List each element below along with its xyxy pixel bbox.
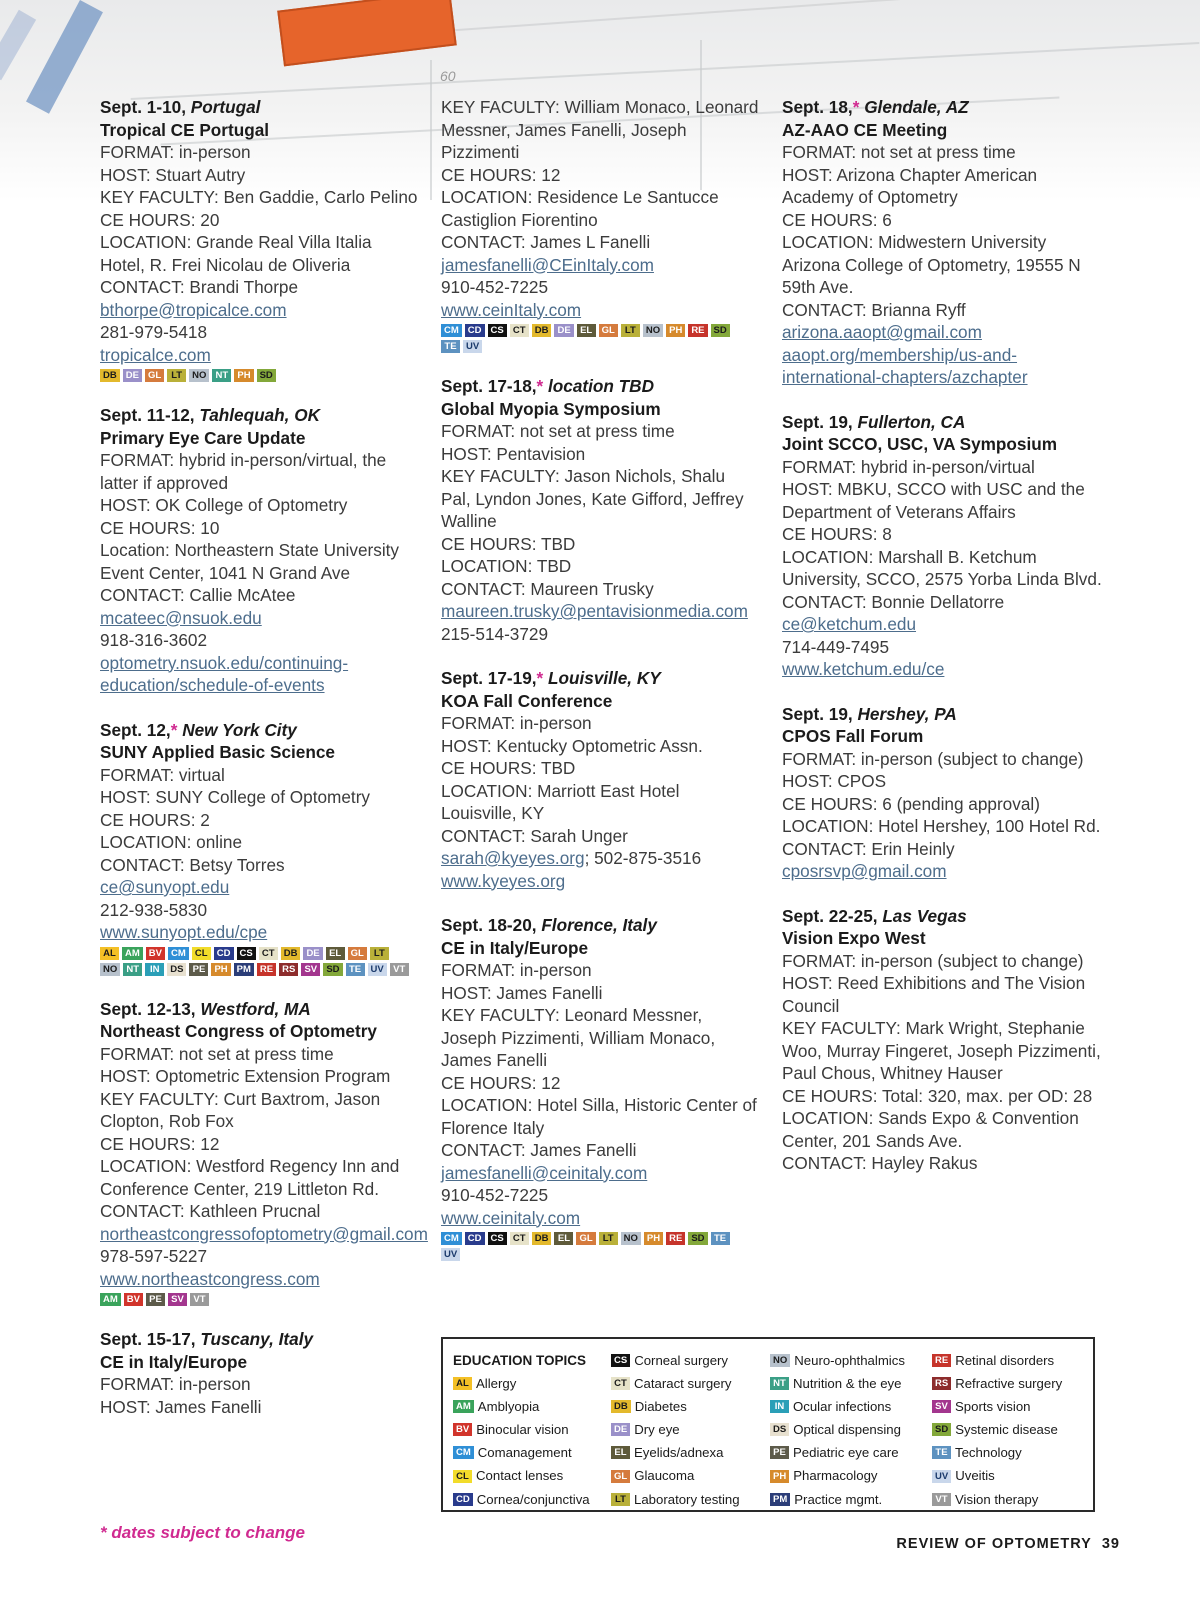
topic-code-vt: VT (932, 1493, 951, 1506)
topic-code-no: NO (643, 324, 663, 337)
event-link[interactable]: aaopt.org/membership/us-and-international-chapters/azchapter (782, 344, 1028, 387)
topic-code-sv: SV (932, 1400, 951, 1413)
event-detail: FORMAT: not set at press time (100, 1043, 334, 1064)
event-title: Joint SCCO, USC, VA Symposium (782, 434, 1058, 454)
event-link[interactable]: tropicalce.com (100, 344, 211, 365)
event-link[interactable]: bthorpe@tropicalce.com (100, 299, 287, 320)
topic-code-rs: RS (279, 963, 298, 976)
event-detail: LOCATION: TBD (441, 556, 572, 576)
event-detail: CONTACT: Hayley Rakus (782, 1153, 978, 1173)
topic-code-cd: CD (465, 324, 485, 337)
topic-code-ph: PH (211, 963, 230, 976)
event-link[interactable]: www.ceinitaly.com (441, 1207, 581, 1228)
event-phone: 281-979-5418 (100, 322, 208, 342)
topic-code-de: DE (303, 947, 322, 960)
topic-code-db: DB (532, 1232, 552, 1245)
event-detail: HOST: James Fanelli (100, 1396, 262, 1417)
topic-code-de: DE (554, 324, 573, 337)
event-link[interactable]: www.ceinItaly.com (441, 299, 582, 320)
event-phone: 910-452-7225 (441, 1185, 549, 1205)
topic-code-pe: PE (146, 1293, 165, 1306)
event-detail: KEY FACULTY: William Monaco, Leonard Messner, James Fanelli, Joseph Pizzimenti (441, 97, 759, 162)
topic-code-cm: CM (441, 1232, 462, 1245)
topic-codes (441, 324, 751, 353)
event-detail: HOST: MBKU, SCCO with USC and the Department of Veterans Affairs (782, 479, 1085, 522)
topic-code-db: DB (100, 369, 120, 382)
event-detail: LOCATION: Midwestern University Arizona College of Optometry, 19555 N 59th Ave. (782, 232, 1081, 297)
event-date: Sept. 11-12, Tahlequah, OK (100, 405, 320, 425)
page-footer (886, 1536, 1120, 1552)
event-entry (441, 667, 759, 892)
event-link[interactable]: www.sunyopt.edu/cpe (100, 922, 268, 942)
event-date: Sept. 17-18,* location TBD (441, 376, 655, 396)
topic-code-de: DE (123, 369, 142, 382)
topic-code-te: TE (711, 1232, 730, 1245)
events-column-3 (782, 96, 1102, 1197)
event-detail: CE HOURS: 6 (782, 209, 892, 230)
topic-code-rs: RS (932, 1377, 951, 1390)
legend-column-1 (453, 1349, 590, 1511)
event-phone: 215-514-3729 (441, 623, 549, 644)
event-detail: CE HOURS: 6 (pending approval) (782, 793, 1040, 814)
event-detail: LOCATION: Hotel Silla, Historic Center of Florence Italy (441, 1095, 757, 1138)
topic-code-cs: CS (237, 947, 256, 960)
topic-code-re: RE (666, 1232, 685, 1245)
event-detail: CONTACT: Brianna Ryff (782, 299, 966, 320)
event-entry (441, 375, 759, 645)
topic-code-el: EL (577, 324, 596, 337)
topic-codes (441, 1232, 751, 1261)
event-detail: FORMAT: virtual (100, 764, 225, 785)
event-entry (441, 96, 759, 353)
event-date: Sept. 19, Fullerton, CA (782, 411, 966, 432)
topic-code-ph: PH (234, 369, 253, 382)
topic-code-no: NO (189, 369, 209, 382)
legend-item-el: EL Eyelids/adnexa (611, 1441, 740, 1464)
event-phone: 714-449-7495 (782, 636, 890, 657)
event-detail: KEY FACULTY: Leonard Messner, Joseph Pizzimenti, William Monaco, James Fanelli (441, 1005, 716, 1070)
topic-code-am: AM (100, 1293, 121, 1306)
topic-code-ph: PH (770, 1470, 789, 1483)
event-entry (782, 411, 1102, 681)
event-link[interactable]: northeastcongressofoptometry@gmail.com (100, 1223, 428, 1244)
topic-code-gl: GL (348, 947, 367, 960)
topic-code-al: AL (100, 947, 119, 960)
event-detail: FORMAT: in-person (100, 142, 251, 162)
event-detail: FORMAT: not set at press time (441, 421, 675, 441)
event-detail: HOST: James Fanelli (441, 982, 603, 1003)
topic-code-ct: CT (510, 324, 529, 337)
event-detail: CONTACT: Maureen Trusky (441, 578, 654, 599)
topic-code-sd: SD (257, 369, 276, 382)
events-column-2 (441, 96, 759, 1283)
event-detail: HOST: CPOS (782, 771, 887, 791)
legend-item-pm: PM Practice mgmt. (770, 1488, 905, 1511)
topic-code-bv: BV (146, 947, 165, 960)
events-column-1 (100, 96, 428, 1440)
event-detail: FORMAT: hybrid in-person/virtual, the latter if approved (100, 450, 387, 493)
event-detail: CE HOURS: TBD (441, 758, 576, 778)
legend-item-am: AM Amblyopia (453, 1395, 590, 1418)
event-detail: LOCATION: Westford Regency Inn and Conference Center, 219 Littleton Rd. (100, 1156, 400, 1199)
topic-code-sv: SV (168, 1293, 187, 1306)
topic-code-db: DB (532, 324, 552, 337)
topic-code-sd: SD (323, 963, 342, 976)
legend-item-re: RE Retinal disorders (932, 1349, 1062, 1372)
topic-code-ds: DS (167, 963, 186, 976)
event-detail: FORMAT: in-person (subject to change) (782, 950, 1084, 971)
legend-column-4 (932, 1349, 1062, 1511)
legend-item-ph: PH Pharmacology (770, 1464, 905, 1487)
event-detail: CONTACT: James L Fanelli (441, 232, 651, 252)
legend-item-no: NO Neuro-ophthalmics (770, 1349, 905, 1372)
event-date: Sept. 22-25, Las Vegas (782, 905, 967, 926)
topic-code-db: DB (611, 1400, 631, 1413)
topic-code-te: TE (346, 963, 365, 976)
legend-item-pe: PE Pediatric eye care (770, 1441, 905, 1464)
legend-item-vt: VT Vision therapy (932, 1488, 1062, 1511)
event-entry (100, 719, 420, 976)
event-title: Vision Expo West (782, 928, 926, 948)
sketch-number: 60 (440, 68, 456, 84)
event-phone: 212-938-5830 (100, 899, 208, 920)
topic-code-no: NO (100, 963, 120, 976)
event-detail: CE HOURS: 12 (441, 164, 561, 185)
topic-code-de: DE (611, 1423, 630, 1436)
topic-code-am: AM (122, 947, 143, 960)
event-link[interactable]: ce@ketchum.edu (782, 614, 917, 634)
legend-item-lt: LT Laboratory testing (611, 1488, 740, 1511)
topic-code-lt: LT (370, 947, 389, 960)
event-detail: CONTACT: Erin Heinly (782, 838, 955, 859)
topic-code-nt: NT (212, 369, 231, 382)
topic-code-lt: LT (621, 324, 640, 337)
legend-item-nt: NT Nutrition & the eye (770, 1372, 905, 1395)
event-title: CPOS Fall Forum (782, 726, 924, 746)
topic-code-re: RE (257, 963, 276, 976)
topic-code-ct: CT (510, 1232, 529, 1245)
topic-code-cs: CS (488, 324, 507, 337)
event-entry (441, 914, 759, 1261)
topic-code-cm: CM (441, 324, 462, 337)
event-title: Global Myopia Symposium (441, 398, 661, 419)
topic-code-bv: BV (124, 1293, 143, 1306)
topic-code-uv: UV (441, 1248, 460, 1261)
legend-column-3 (770, 1349, 905, 1511)
event-link[interactable]: ce@sunyopt.edu (100, 877, 230, 897)
event-detail: HOST: Stuart Autry (100, 164, 246, 185)
event-phone: 978-597-5227 (100, 1246, 208, 1266)
legend-item-db: DB Diabetes (611, 1395, 740, 1418)
topic-code-lt: LT (599, 1232, 618, 1245)
event-detail: LOCATION: Hotel Hershey, 100 Hotel Rd. (782, 816, 1101, 836)
event-link[interactable]: www.kyeyes.org (441, 870, 566, 891)
event-link[interactable]: jamesfanelli@ceinitaly.com (441, 1162, 648, 1183)
topic-code-uv: UV (463, 340, 482, 353)
event-detail: FORMAT: hybrid in-person/virtual (782, 456, 1035, 477)
topic-code-nt: NT (123, 963, 142, 976)
topic-code-am: AM (453, 1400, 474, 1413)
event-link[interactable]: mcateec@nsuok.edu (100, 607, 262, 628)
event-date: Sept. 18,* Glendale, AZ (782, 97, 969, 117)
event-title: AZ-AAO CE Meeting (782, 119, 948, 140)
event-detail: CE HOURS: 12 (100, 1133, 220, 1154)
topic-code-sv: SV (301, 963, 320, 976)
topic-code-bv: BV (453, 1423, 472, 1436)
topic-code-no: NO (770, 1354, 790, 1367)
event-detail: CONTACT: Brandi Thorpe (100, 277, 299, 297)
topic-code-gl: GL (145, 369, 164, 382)
event-date: Sept. 12,* New York City (100, 719, 297, 740)
topic-code-vt: VT (190, 1293, 209, 1306)
legend-item-cm: CM Comanagement (453, 1441, 590, 1464)
topic-code-cs: CS (611, 1354, 630, 1367)
topic-code-db: DB (281, 947, 301, 960)
legend-column-2 (611, 1349, 740, 1511)
event-date: Sept. 19, Hershey, PA (782, 703, 957, 724)
event-detail: FORMAT: in-person (441, 713, 592, 733)
legend-item-cd: CD Cornea/conjunctiva (453, 1488, 590, 1511)
event-entry (782, 905, 1102, 1175)
event-link[interactable]: maureen.trusky@pentavisionmedia.com (441, 601, 748, 621)
topic-codes (100, 1293, 410, 1306)
event-entry (100, 1328, 420, 1418)
event-detail: HOST: SUNY College of Optometry (100, 787, 371, 807)
event-detail: CE HOURS: 2 (100, 809, 210, 830)
topic-code-te: TE (441, 340, 460, 353)
event-detail: HOST: Pentavision (441, 443, 586, 464)
event-detail: CONTACT: Sarah Unger (441, 825, 628, 846)
event-detail: LOCATION: Marriott East Hotel Louisville, KY (441, 780, 680, 823)
event-date: Sept. 17-19,* Louisville, KY (441, 668, 661, 688)
topic-code-no: NO (621, 1232, 641, 1245)
topic-code-ct: CT (611, 1377, 630, 1390)
event-link[interactable]: sarah@kyeyes.org (441, 848, 585, 868)
event-entry (100, 404, 420, 697)
event-detail: FORMAT: in-person (100, 1374, 251, 1394)
event-detail: CONTACT: Betsy Torres (100, 854, 285, 875)
event-detail: HOST: Kentucky Optometric Assn. (441, 735, 703, 756)
event-date: Sept. 12-13, Westford, MA (100, 998, 311, 1019)
topic-code-cm: CM (453, 1446, 474, 1459)
legend-item-ds: DS Optical dispensing (770, 1418, 905, 1441)
legend-heading: EDUCATION TOPICS (453, 1353, 587, 1368)
topic-codes (100, 369, 410, 382)
event-detail: KEY FACULTY: Jason Nichols, Shalu Pal, Lyndon Jones, Kate Gifford, Jeffrey Walline (441, 466, 744, 531)
event-detail: LOCATION: online (100, 832, 243, 852)
dates-note: * dates subject to change (100, 1523, 305, 1542)
topic-codes (100, 947, 410, 976)
topic-code-gl: GL (576, 1232, 595, 1245)
topic-code-in: IN (770, 1400, 789, 1413)
topic-code-cd: CD (214, 947, 234, 960)
topic-code-cs: CS (488, 1232, 507, 1245)
event-detail: FORMAT: not set at press time (782, 142, 1016, 162)
event-detail: CE HOURS: Total: 320, max. per OD: 28 (782, 1085, 1093, 1106)
event-entry (100, 998, 428, 1307)
event-contact-line: sarah@kyeyes.org; 502-875-3516 (441, 848, 702, 868)
topic-code-al: AL (453, 1377, 472, 1390)
topic-code-gl: GL (599, 324, 618, 337)
event-phone: 918-316-3602 (100, 630, 208, 650)
topic-code-cl: CL (192, 947, 211, 960)
magazine-name: REVIEW OF OPTOMETRY (896, 1536, 1092, 1552)
topic-code-in: IN (145, 963, 164, 976)
event-date: Sept. 18-20, Florence, Italy (441, 915, 657, 935)
event-link[interactable]: optometry.nsuok.edu/continuing-education/schedule-of-events (100, 652, 349, 695)
topic-code-gl: GL (611, 1470, 630, 1483)
event-date: Sept. 1-10, Portugal (100, 97, 261, 117)
legend-item-al: AL Allergy (453, 1372, 590, 1395)
event-title: Primary Eye Care Update (100, 427, 306, 448)
event-link[interactable]: www.northeastcongress.com (100, 1268, 320, 1289)
event-entry (100, 96, 420, 382)
event-detail: CONTACT: Bonnie Dellatorre (782, 591, 1005, 612)
topic-code-pe: PE (770, 1446, 789, 1459)
topic-code-cm: CM (168, 947, 189, 960)
education-topics-legend (441, 1337, 1095, 1512)
topic-code-ct: CT (259, 947, 278, 960)
event-detail: CE HOURS: 10 (100, 517, 220, 538)
event-detail: CE HOURS: 12 (441, 1072, 561, 1093)
legend-item-in: IN Ocular infections (770, 1395, 905, 1418)
event-entry (782, 703, 1102, 883)
event-detail: FORMAT: in-person (subject to change) (782, 748, 1084, 769)
event-detail: KEY FACULTY: Curt Baxtrom, Jason Clopton, Rob Fox (100, 1088, 381, 1131)
event-detail: HOST: Optometric Extension Program (100, 1066, 391, 1086)
event-detail: FORMAT: in-person (441, 960, 592, 980)
event-link[interactable]: jamesfanelli@CEinItaly.com (441, 254, 654, 275)
legend-item-rs: RS Refractive surgery (932, 1372, 1062, 1395)
topic-code-el: EL (326, 947, 345, 960)
event-detail: CONTACT: James Fanelli (441, 1140, 637, 1160)
event-entry (782, 96, 1102, 389)
topic-code-cl: CL (453, 1470, 472, 1483)
topic-code-re: RE (932, 1354, 951, 1367)
event-detail: KEY FACULTY: Mark Wright, Stephanie Woo, Murray Fingeret, Joseph Pizzimenti, Paul Chous, Whitney Hauser (782, 1018, 1101, 1083)
topic-code-sd: SD (688, 1232, 707, 1245)
legend-item-cs: CS Corneal surgery (611, 1349, 740, 1372)
topic-code-lt: LT (167, 369, 186, 382)
topic-code-el: EL (554, 1232, 573, 1245)
legend-item-cl: CL Contact lenses (453, 1464, 590, 1487)
event-detail: HOST: Reed Exhibitions and The Vision Council (782, 973, 1086, 1016)
event-detail: CE HOURS: TBD (441, 533, 576, 554)
event-detail: HOST: OK College of Optometry (100, 495, 348, 515)
topic-code-pe: PE (189, 963, 208, 976)
topic-code-uv: UV (932, 1470, 951, 1483)
event-detail: LOCATION: Grande Real Villa Italia Hotel, R. Frei Nicolau de Oliveria (100, 232, 372, 275)
legend-item-sd: SD Systemic disease (932, 1418, 1062, 1441)
topic-code-sd: SD (711, 324, 730, 337)
topic-code-ph: PH (644, 1232, 663, 1245)
event-detail: HOST: Arizona Chapter American Academy of Optometry (782, 164, 1038, 207)
legend-item-de: DE Dry eye (611, 1418, 740, 1441)
event-phone: 910-452-7225 (441, 277, 549, 297)
event-detail: LOCATION: Sands Expo & Convention Center, 201 Sands Ave. (782, 1108, 1079, 1151)
event-link[interactable]: arizona.aaopt@gmail.com (782, 322, 982, 342)
topic-code-te: TE (932, 1446, 951, 1459)
legend-item-gl: GL Glaucoma (611, 1464, 740, 1487)
event-title: SUNY Applied Basic Science (100, 742, 335, 762)
topic-code-pm: PM (234, 963, 254, 976)
topic-code-cd: CD (465, 1232, 485, 1245)
legend-item-te: TE Technology (932, 1441, 1062, 1464)
event-title: CE in Italy/Europe (100, 1351, 248, 1372)
event-detail: CE HOURS: 8 (782, 524, 892, 544)
page-number: 39 (1101, 1536, 1120, 1552)
event-detail: CE HOURS: 20 (100, 209, 220, 230)
event-link[interactable]: cposrsvp@gmail.com (782, 861, 947, 881)
legend-item-uv: UV Uveitis (932, 1464, 1062, 1487)
event-title: Northeast Congress of Optometry (100, 1021, 377, 1041)
event-detail: KEY FACULTY: Ben Gaddie, Carlo Pelino (100, 187, 418, 207)
event-date: Sept. 15-17, Tuscany, Italy (100, 1329, 314, 1349)
topic-code-el: EL (611, 1446, 630, 1459)
event-title: KOA Fall Conference (441, 690, 613, 711)
event-detail: LOCATION: Residence Le Santucce Castiglion Fiorentino (441, 187, 719, 230)
topic-code-ph: PH (666, 324, 685, 337)
event-title: CE in Italy/Europe (441, 937, 589, 958)
event-detail: CONTACT: Callie McAtee (100, 585, 296, 605)
topic-code-uv: UV (368, 963, 387, 976)
topic-code-lt: LT (611, 1493, 630, 1506)
topic-code-re: RE (688, 324, 707, 337)
event-title: Tropical CE Portugal (100, 119, 270, 140)
legend-item-sv: SV Sports vision (932, 1395, 1062, 1418)
topic-code-pm: PM (770, 1493, 790, 1506)
topic-code-ds: DS (770, 1423, 789, 1436)
legend-item-ct: CT Cataract surgery (611, 1372, 740, 1395)
topic-code-cd: CD (453, 1493, 473, 1506)
legend-item-bv: BV Binocular vision (453, 1418, 590, 1441)
event-link[interactable]: www.ketchum.edu/ce (782, 659, 945, 679)
topic-code-nt: NT (770, 1377, 789, 1390)
event-detail: CONTACT: Kathleen Prucnal (100, 1201, 321, 1221)
topic-code-vt: VT (390, 963, 409, 976)
event-detail: Location: Northeastern State University Event Center, 1041 N Grand Ave (100, 540, 400, 583)
topic-code-sd: SD (932, 1423, 951, 1436)
event-detail: LOCATION: Marshall B. Ketchum University, SCCO, 2575 Yorba Linda Blvd. (782, 546, 1102, 589)
